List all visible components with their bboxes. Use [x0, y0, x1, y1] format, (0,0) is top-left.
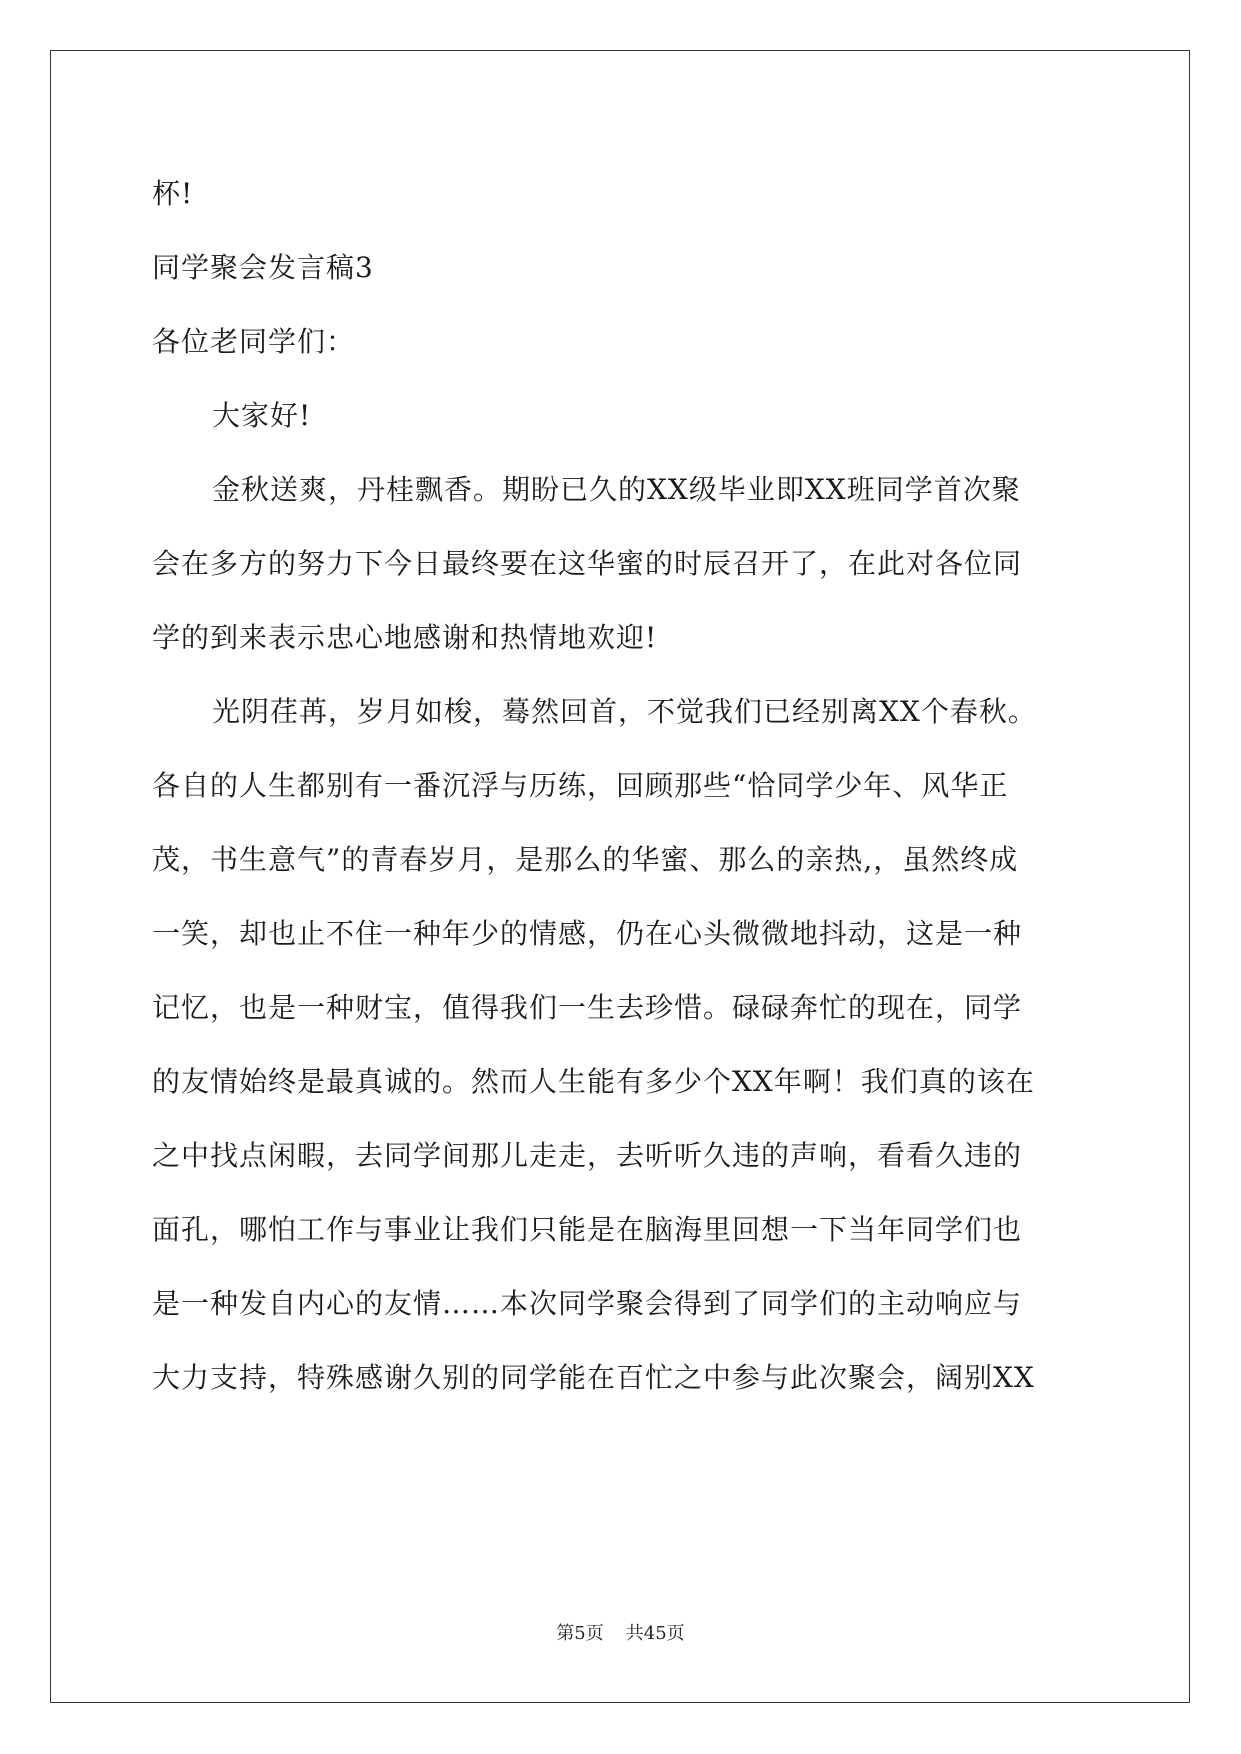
- text-line: 记忆，也是一种财宝，值得我们一生去珍惜。碌碌奔忙的现在，同学: [152, 991, 1023, 1024]
- total-pages: 共45页: [625, 1623, 685, 1644]
- text-line: 杯!: [152, 177, 194, 210]
- text-line: 大力支持，特殊感谢久别的同学能在百忙之中参与此次聚会，阔别XX: [152, 1361, 1035, 1394]
- text-line: 金秋送爽，丹桂飘香。期盼已久的XX级毕业即XX班同学首次聚: [212, 473, 1021, 506]
- page-number: 第5页: [556, 1623, 604, 1644]
- greeting: 大家好!: [212, 399, 312, 432]
- section-heading: 同学聚会发言稿3: [152, 251, 374, 284]
- text-line: 会在多方的努力下今日最终要在这华蜜的时辰召开了，在此对各位同: [152, 547, 1023, 580]
- salutation: 各位老同学们：: [152, 325, 356, 358]
- document-body: [152, 174, 1092, 1432]
- text-line: 是一种发自内心的友情……本次同学聚会得到了同学们的主动响应与: [152, 1287, 1023, 1320]
- text-line: 茂，书生意气”的青春岁月，是那么的华蜜、那么的亲热,，虽然终成: [152, 843, 1019, 876]
- text-line: 各自的人生都别有一番沉浮与历练，回顾那些“恰同学少年、风华正: [152, 769, 1009, 802]
- text-line: 之中找点闲暇，去同学间那儿走走，去听听久违的声响，看看久违的: [152, 1139, 1023, 1172]
- page-footer: [0, 1622, 1241, 1646]
- text-line: 光阴荏苒，岁月如梭，蓦然回首，不觉我们已经别离XX个春秋。: [212, 695, 1037, 728]
- text-line: 一笑，却也止不住一种年少的情感，仍在心头微微地抖动，这是一种: [152, 917, 1023, 950]
- text-line: 的友情始终是最真诚的。然而人生能有多少个XX年啊！我们真的该在: [152, 1065, 1035, 1098]
- text-line: 面孔，哪怕工作与事业让我们只能是在脑海里回想一下当年同学们也: [152, 1213, 1023, 1246]
- text-line: 学的到来表示忠心地感谢和热情地欢迎!: [152, 621, 658, 654]
